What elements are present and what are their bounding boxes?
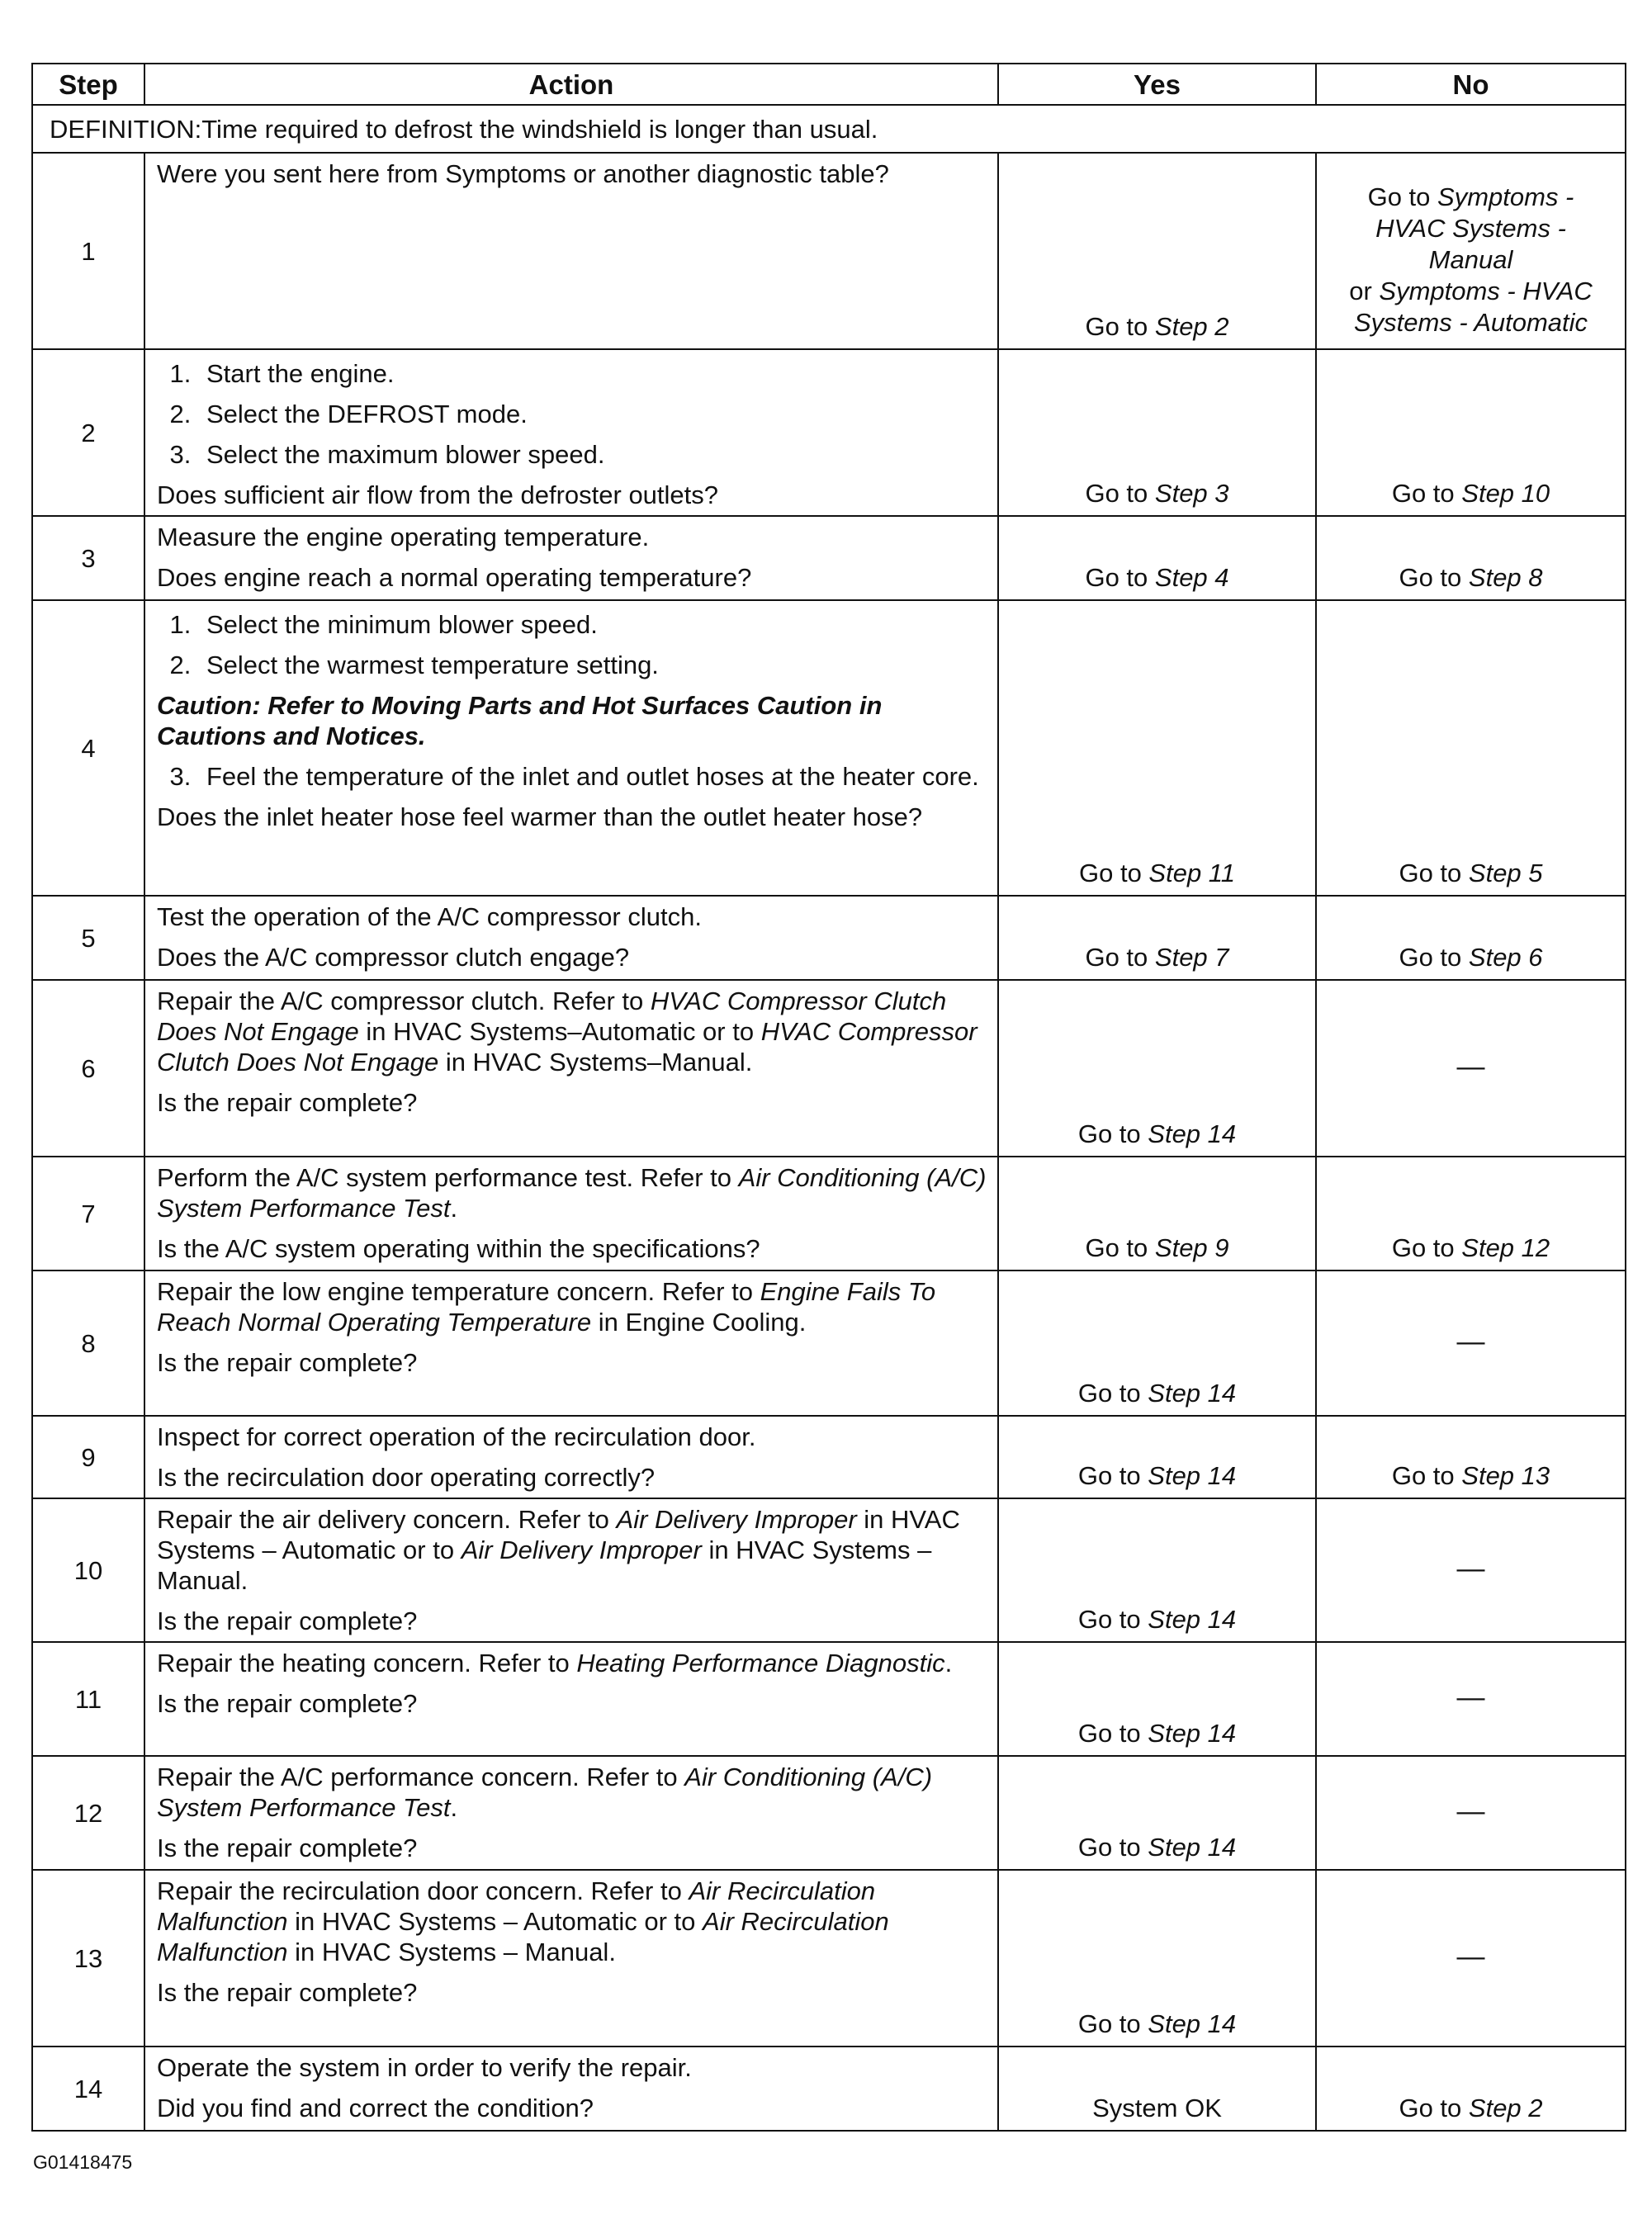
substep-list	[157, 609, 989, 680]
yes-cell: Go to Step 14	[998, 1756, 1316, 1870]
yes-cell: Go to Step 3	[998, 349, 1316, 516]
substep: 2. Select the warmest temperature setting.	[198, 650, 989, 680]
step-number: 14	[32, 2047, 144, 2131]
step-number: 13	[32, 1870, 144, 2047]
yes-cell: Go to Step 14	[998, 1642, 1316, 1756]
step-link[interactable]: Step 7	[1154, 943, 1229, 972]
question-text: Does sufficient air flow from the defroster outlets?	[157, 480, 719, 509]
step-link[interactable]: Step 14	[1148, 2009, 1237, 2038]
step-number: 10	[32, 1498, 144, 1642]
question-text: Does engine reach a normal operating temperature?	[157, 563, 752, 592]
step-number: 3	[32, 516, 144, 600]
question-text: Were you sent here from Symptoms or another diagnostic table?	[157, 159, 889, 188]
reference-link[interactable]: Air Delivery Improper	[461, 1536, 702, 1564]
substep-list	[157, 761, 989, 792]
action-cell	[144, 1756, 998, 1870]
step-link[interactable]: Step 14	[1148, 1119, 1237, 1148]
reference-link[interactable]: Air Conditioning (A/C) System Performance Test	[157, 1763, 933, 1822]
diagnostic-table	[31, 63, 1626, 2132]
action-cell	[144, 1271, 998, 1416]
reference-link[interactable]: Air Recirculation Malfunction	[157, 1907, 889, 1966]
reference-link[interactable]: Heating Performance Diagnostic	[576, 1649, 945, 1677]
header-yes: Yes	[998, 64, 1316, 105]
yes-cell: Go to Step 14	[998, 1416, 1316, 1498]
action-cell	[144, 980, 998, 1157]
step-link[interactable]: Step 14	[1148, 1461, 1237, 1490]
table-row	[32, 1416, 1626, 1498]
step-link[interactable]: Step 2	[1468, 2094, 1543, 2122]
question-text: Is the repair complete?	[157, 1606, 418, 1635]
step-link[interactable]: Step 9	[1154, 1233, 1229, 1262]
table-row	[32, 1157, 1626, 1271]
action-cell	[144, 1870, 998, 2047]
step-number: 12	[32, 1756, 144, 1870]
table-row	[32, 1870, 1626, 2047]
action-text: Repair the A/C compressor clutch. Refer to HVAC Compressor Clutch Does Not Engage in HVAC Systems–Automatic or to HVAC Compressor Clutch Does Not Engage in HVAC Systems–Manual.	[157, 987, 977, 1077]
action-text: Inspect for correct operation of the recirculation door.	[157, 1422, 756, 1451]
step-link[interactable]: Step 13	[1461, 1461, 1550, 1490]
action-text: Repair the air delivery concern. Refer to Air Delivery Improper in HVAC Systems – Automatic or to Air Delivery Improper in HVAC Systems – Manual.	[157, 1505, 960, 1595]
step-link[interactable]: Step 11	[1148, 859, 1235, 887]
table-row	[32, 600, 1626, 896]
step-number: 6	[32, 980, 144, 1157]
table-row	[32, 516, 1626, 600]
step-number: 8	[32, 1271, 144, 1416]
table-row	[32, 980, 1626, 1157]
action-cell	[144, 600, 998, 896]
substep-list	[157, 358, 989, 470]
question-text: Is the repair complete?	[157, 1834, 418, 1862]
action-cell	[144, 1157, 998, 1271]
step-link[interactable]: Step 3	[1154, 479, 1229, 508]
action-cell	[144, 2047, 998, 2131]
substep: 2. Select the DEFROST mode.	[198, 399, 989, 429]
question-text: Is the repair complete?	[157, 1689, 418, 1718]
definition-row	[32, 105, 1626, 153]
step-number: 1	[32, 153, 144, 349]
question-text: Is the repair complete?	[157, 1978, 418, 2007]
symptoms-link[interactable]: HVAC Systems -	[1375, 214, 1566, 243]
step-link[interactable]: Step 5	[1468, 859, 1543, 887]
symptoms-link[interactable]: Symptoms - HVAC	[1379, 277, 1593, 305]
header-row	[32, 64, 1626, 105]
question-text: Is the recirculation door operating correctly?	[157, 1463, 656, 1492]
yes-cell: Go to Step 2	[998, 153, 1316, 349]
question-text: Is the repair complete?	[157, 1348, 418, 1377]
yes-cell: Go to Step 11	[998, 600, 1316, 896]
step-number: 7	[32, 1157, 144, 1271]
action-cell	[144, 1642, 998, 1756]
action-text: Perform the A/C system performance test. Refer to Air Conditioning (A/C) System Performance Test.	[157, 1163, 987, 1223]
no-cell: —	[1316, 980, 1626, 1157]
yes-cell: Go to Step 14	[998, 1870, 1316, 2047]
yes-cell: Go to Step 14	[998, 1498, 1316, 1642]
action-text: Test the operation of the A/C compressor clutch.	[157, 902, 702, 931]
step-link[interactable]: Step 12	[1461, 1233, 1550, 1262]
no-cell: —	[1316, 1642, 1626, 1756]
table-row	[32, 1756, 1626, 1870]
reference-link[interactable]: Air Recirculation Malfunction	[157, 1876, 876, 1936]
figure-id: G01418475	[33, 2151, 133, 2173]
action-text: Operate the system in order to verify the repair.	[157, 2053, 692, 2082]
step-link[interactable]: Step 14	[1148, 1379, 1237, 1408]
question-text: Does the A/C compressor clutch engage?	[157, 943, 630, 972]
question-text: Does the inlet heater hose feel warmer than the outlet heater hose?	[157, 802, 923, 831]
reference-link[interactable]: Air Conditioning (A/C) System Performance Test	[157, 1163, 987, 1223]
definition-text: DEFINITION:Time required to defrost the windshield is longer than usual.	[32, 105, 1626, 153]
action-cell	[144, 1416, 998, 1498]
caution-text: Caution: Refer to Moving Parts and Hot Surfaces Caution in Cautions and Notices.	[157, 691, 883, 750]
question-text: Is the A/C system operating within the specifications?	[157, 1234, 760, 1263]
table-row	[32, 349, 1626, 516]
header-no: No	[1316, 64, 1626, 105]
header-step: Step	[32, 64, 144, 105]
no-cell: —	[1316, 1271, 1626, 1416]
step-number: 9	[32, 1416, 144, 1498]
action-text: Repair the recirculation door concern. Refer to Air Recirculation Malfunction in HVAC Systems – Automatic or to Air Recirculation Malfunction in HVAC Systems – Manual.	[157, 1876, 889, 1966]
action-text: Measure the engine operating temperature.	[157, 523, 650, 551]
symptoms-link[interactable]: Manual	[1428, 245, 1513, 274]
step-link[interactable]: Step 14	[1148, 1833, 1237, 1862]
substep: 1. Start the engine.	[198, 358, 989, 389]
no-cell: —	[1316, 1870, 1626, 2047]
reference-link[interactable]: HVAC Compressor Clutch Does Not Engage	[157, 1017, 977, 1077]
step-link[interactable]: Step 4	[1154, 563, 1229, 592]
no-cell: —	[1316, 1756, 1626, 1870]
step-number: 5	[32, 896, 144, 980]
step-link[interactable]: Step 14	[1148, 1605, 1237, 1634]
yes-cell: Go to Step 4	[998, 516, 1316, 600]
question-text: Did you find and correct the condition?	[157, 2094, 594, 2122]
header-action: Action	[144, 64, 998, 105]
step-link[interactable]: Step 8	[1468, 563, 1543, 592]
no-cell: Go to Step 12	[1316, 1157, 1626, 1271]
action-cell	[144, 516, 998, 600]
yes-cell: Go to Step 7	[998, 896, 1316, 980]
action-cell	[144, 1498, 998, 1642]
no-cell: Go to Step 10	[1316, 349, 1626, 516]
action-text: Repair the low engine temperature concern. Refer to Engine Fails To Reach Normal Operating Temperature in Engine Cooling.	[157, 1277, 936, 1337]
symptoms-link[interactable]: Systems - Automatic	[1353, 308, 1588, 337]
reference-link[interactable]: Engine Fails To Reach Normal Operating Temperature	[157, 1277, 936, 1337]
step-number: 11	[32, 1642, 144, 1756]
diagnostic-document	[31, 63, 1625, 2132]
table-row	[32, 153, 1626, 349]
substep: 3. Feel the temperature of the inlet and outlet hoses at the heater core.	[198, 761, 989, 792]
no-cell: Go to Step 6	[1316, 896, 1626, 980]
no-cell: —	[1316, 1498, 1626, 1642]
question-text: Is the repair complete?	[157, 1088, 418, 1117]
step-link[interactable]: Step 2	[1154, 312, 1229, 341]
yes-cell: Go to Step 14	[998, 1271, 1316, 1416]
table-row	[32, 1498, 1626, 1642]
symptoms-link[interactable]: Symptoms -	[1437, 182, 1574, 211]
yes-cell: System OK	[998, 2047, 1316, 2131]
table-row	[32, 1642, 1626, 1756]
no-cell: Go to Symptoms - HVAC Systems - Manual or Symptoms - HVAC Systems - Automatic	[1316, 153, 1626, 349]
table-row	[32, 1271, 1626, 1416]
step-link[interactable]: Step 6	[1468, 943, 1543, 972]
step-link[interactable]: Step 14	[1148, 1719, 1237, 1748]
substep: 3. Select the maximum blower speed.	[198, 439, 989, 470]
no-cell: Go to Step 8	[1316, 516, 1626, 600]
no-cell: Go to Step 5	[1316, 600, 1626, 896]
step-number: 2	[32, 349, 144, 516]
action-cell	[144, 349, 998, 516]
reference-link[interactable]: Air Delivery Improper	[616, 1505, 857, 1534]
no-cell: Go to Step 2	[1316, 2047, 1626, 2131]
table-row	[32, 2047, 1626, 2131]
no-cell: Go to Step 13	[1316, 1416, 1626, 1498]
reference-link[interactable]: HVAC Compressor Clutch Does Not Engage	[157, 987, 947, 1046]
yes-cell: Go to Step 14	[998, 980, 1316, 1157]
table-row	[32, 896, 1626, 980]
action-cell	[144, 896, 998, 980]
step-link[interactable]: Step 10	[1461, 479, 1550, 508]
substep: 1. Select the minimum blower speed.	[198, 609, 989, 640]
step-number: 4	[32, 600, 144, 896]
action-text: Repair the A/C performance concern. Refer to Air Conditioning (A/C) System Performance Test.	[157, 1763, 933, 1822]
action-cell	[144, 153, 998, 349]
action-text: Repair the heating concern. Refer to Heating Performance Diagnostic.	[157, 1649, 953, 1677]
yes-cell: Go to Step 9	[998, 1157, 1316, 1271]
